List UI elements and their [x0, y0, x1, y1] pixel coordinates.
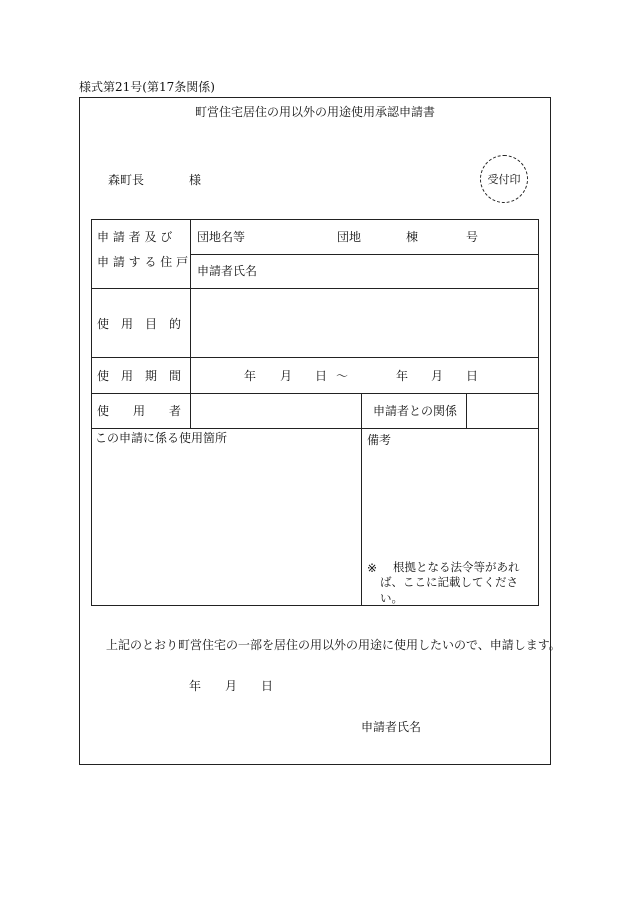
- purpose-label: 使 用 目 的: [97, 317, 182, 331]
- document-title: 町営住宅居住の用以外の用途使用承認申請書: [194, 105, 435, 119]
- complex-name-label: 団地名等: [197, 230, 246, 244]
- complex-label: 団地: [337, 230, 362, 244]
- column-divider: [361, 393, 362, 606]
- user-label: 使 用 者: [97, 404, 182, 418]
- location-label: この申請に係る使用箇所: [95, 431, 228, 445]
- period-end-day: 日: [466, 369, 479, 383]
- table-border-right: [538, 219, 539, 606]
- column-divider: [190, 219, 191, 429]
- row-divider: [91, 428, 539, 429]
- note-line-3: い。: [380, 591, 403, 605]
- applicant-label-line2: 申 請 す る 住 戸: [97, 255, 189, 269]
- date-year: 年: [189, 679, 202, 693]
- period-end-month: 月: [431, 369, 444, 383]
- period-end-year: 年: [396, 369, 409, 383]
- applicant-label-line1: 申 請 者 及 び: [97, 230, 173, 244]
- note-line-1: 根拠となる法令等があれ: [393, 560, 520, 574]
- table-border-bottom: [91, 605, 539, 606]
- statement: 上記のとおり町営住宅の一部を居住の用以外の用途に使用したいので、申請します。: [106, 638, 561, 652]
- row-divider: [91, 357, 539, 358]
- applicant-name-label: 申請者氏名: [197, 264, 258, 278]
- remarks-label: 備考: [367, 433, 392, 447]
- row-divider: [91, 288, 539, 289]
- period-tilde: ～: [336, 369, 349, 383]
- building-label: 棟: [406, 230, 419, 244]
- period-start-year: 年: [244, 369, 257, 383]
- note-line-2: ば、ここに記載してくださ: [380, 575, 518, 589]
- date-month: 月: [225, 679, 238, 693]
- table-border-left: [91, 219, 92, 606]
- row-divider: [191, 254, 539, 255]
- reception-stamp-label: 受付印: [487, 173, 521, 186]
- signature-label: 申請者氏名: [361, 720, 422, 734]
- addressee: 森町長: [108, 173, 145, 187]
- row-divider: [91, 393, 539, 394]
- period-start-day: 日: [315, 369, 328, 383]
- column-divider: [466, 393, 467, 429]
- note-mark: ※: [367, 561, 378, 575]
- unit-number-label: 号: [466, 230, 479, 244]
- date-day: 日: [261, 679, 274, 693]
- honorific: 様: [189, 173, 202, 187]
- form-number-label: 様式第21号(第17条関係): [79, 80, 215, 94]
- reception-stamp: [480, 155, 528, 203]
- table-border-top: [91, 219, 539, 220]
- period-label: 使 用 期 間: [97, 369, 182, 383]
- period-start-month: 月: [280, 369, 293, 383]
- relation-label: 申請者との関係: [373, 404, 458, 418]
